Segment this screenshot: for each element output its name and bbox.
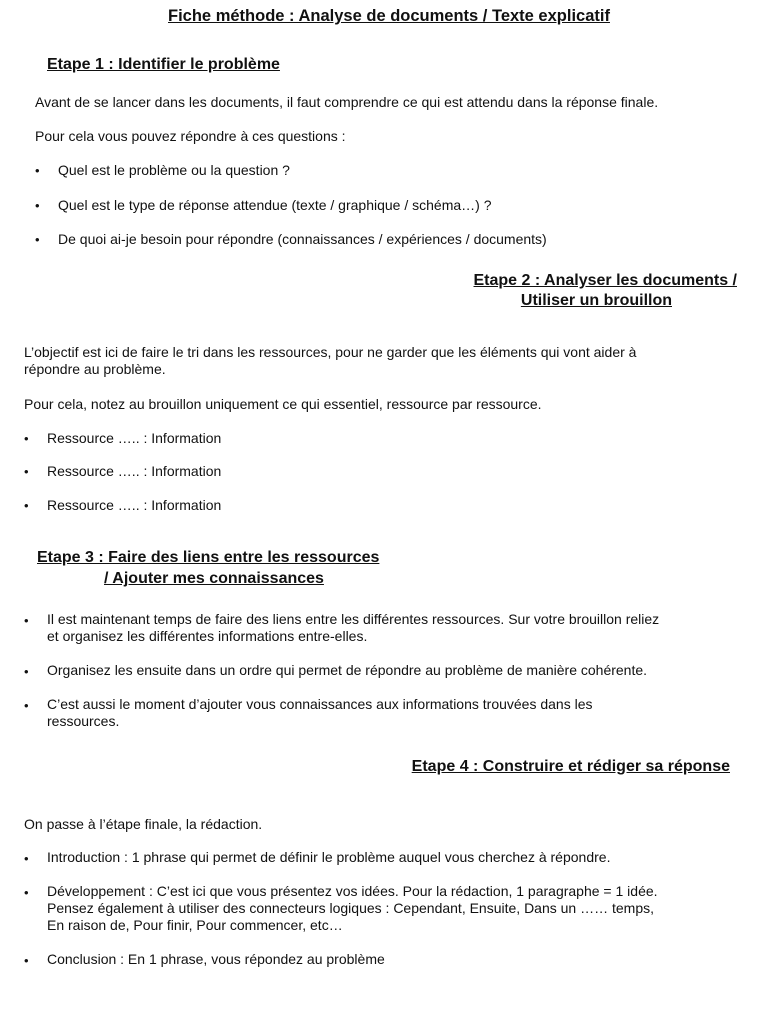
step2-paragraph-1-line1: L’objectif est ici de faire le tri dans les ressources, pour ne garder que les éléments qui vont aider à [24,344,637,360]
bullet-dot: • [24,953,29,968]
step2-bullet-1: Ressource ….. : Information [47,430,222,446]
page-title: Fiche méthode : Analyse de documents / Texte explicatif [168,7,610,25]
bullet-dot: • [35,163,40,178]
step3-bullet-3-line1: C’est aussi le moment d’ajouter vous connaissances aux informations trouvées dans les [47,696,593,712]
step4-bullet-developpement-line1: Développement : C’est ici que vous présentez vos idées. Pour la rédaction, 1 paragraphe = 1 idée. [47,883,658,899]
bullet-dot: • [24,698,29,713]
step1-intro: Avant de se lancer dans les documents, il faut comprendre ce qui est attendu dans la réponse finale. [35,94,659,110]
bullet-dot: • [24,431,29,446]
step2-heading-line2: Utiliser un brouillon [520,292,672,309]
bullet-dot: • [24,885,29,900]
step2-heading-line1: Etape 2 : Analyser les documents / [473,272,737,289]
step3-bullet-3-line2: ressources. [47,713,120,729]
bullet-dot: • [24,464,29,479]
step4-intro: On passe à l’étape finale, la rédaction. [24,816,263,832]
step3-heading-line2: / Ajouter mes connaissances [104,570,324,587]
step1-lead: Pour cela vous pouvez répondre à ces questions : [35,128,346,144]
step3-bullet-1-line1: Il est maintenant temps de faire des liens entre les différentes ressources. Sur votre brouillon reliez [47,611,660,627]
step3-heading-line1: Etape 3 : Faire des liens entre les ressources [37,549,380,566]
step4-bullet-introduction: Introduction : 1 phrase qui permet de définir le problème auquel vous cherchez à répondre. [47,849,611,865]
step3-bullet-1-line2: et organisez les différentes informations entre-elles. [47,628,368,644]
bullet-dot: • [24,498,29,513]
step1-bullet-3: De quoi ai-je besoin pour répondre (connaissances / expériences / documents) [58,231,547,247]
step1-bullet-2: Quel est le type de réponse attendue (texte / graphique / schéma…) ? [58,197,492,213]
step3-bullet-2: Organisez les ensuite dans un ordre qui permet de répondre au problème de manière cohérente. [47,662,648,678]
step1-bullet-1: Quel est le problème ou la question ? [58,162,290,178]
bullet-dot: • [24,613,29,628]
bullet-dot: • [35,232,40,247]
bullet-dot: • [24,664,29,679]
step2-paragraph-1-line2: répondre au problème. [24,361,166,377]
step4-bullet-developpement-line3: En raison de, Pour finir, Pour commencer, etc… [47,917,343,933]
bullet-dot: • [35,198,40,213]
step1-heading: Etape 1 : Identifier le problème [47,56,280,73]
step4-heading: Etape 4 : Construire et rédiger sa réponse [411,758,730,775]
step4-bullet-conclusion: Conclusion : En 1 phrase, vous répondez au problème [47,951,385,967]
step4-bullet-developpement-line2: Pensez également à utiliser des connecteurs logiques : Cependant, Ensuite, Dans un …… temps, [47,900,655,916]
step2-bullet-3: Ressource ….. : Information [47,497,222,513]
step2-bullet-2: Ressource ….. : Information [47,463,222,479]
bullet-dot: • [24,851,29,866]
step2-paragraph-2: Pour cela, notez au brouillon uniquement ce qui essentiel, ressource par ressource. [24,396,542,412]
